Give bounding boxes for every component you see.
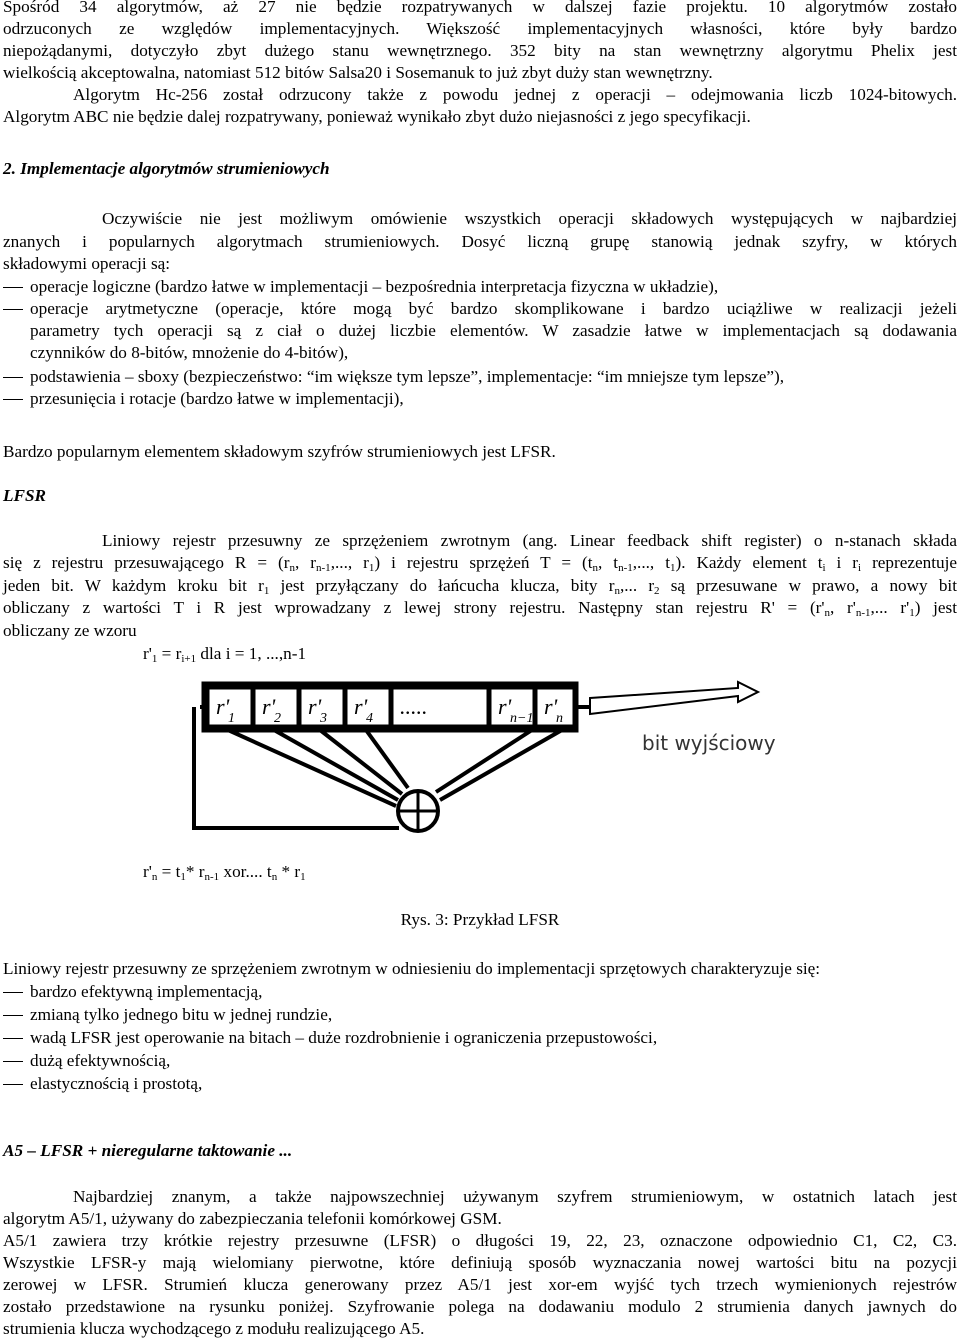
text-line: algorytm A5/1, używany do zabezpieczania telefonii komórkowej GSM. [3,1209,502,1228]
list-item-cont: czynników do 8-bitów, mnożenie do 4-bitów), [30,343,349,362]
list-item: bardzo efektywną implementacją, [30,982,263,1001]
text-line: znanych i popularnych algorytmach strumieniowych. Dosyć liczną grupę stanowią jednak szyfry, w których [3,232,957,251]
text-line: odrzuconych ze względów implementacyjnych. Większość implementacyjnych własności, które były bardzo [3,19,957,38]
bullet-dash [3,992,23,993]
text-line: Algorytm ABC nie będzie dalej rozpatrywany, ponieważ wynikało zbyt dużo niejasności z jego specyfikacji. [3,107,751,126]
formula: $r'_n = t_1*$ $r_{n-1}$ xor.... $t_n * r_1$ [143,862,306,883]
bullet-dash [3,309,23,310]
text-line: Najbardziej znanym, a także najpowszechniej używanym szyfrem strumieniowym, w ostatnich latach jest [73,1187,957,1206]
list-item: elastycznością i prostotą, [30,1074,203,1093]
list-item: operacje logiczne (bardzo łatwe w implementacji – bezpośrednia interpretacja fizyczna w układzie), [30,277,719,296]
text-line: zerowej w LFSR. Strumień klucza generowany przez A5/1 jest xor-em wyjść tych trzech wymienionych rejestrów [3,1275,957,1294]
bullet-dash [3,1061,23,1062]
register-subscript: n−1 [510,711,534,726]
bullet-dash [3,1015,23,1016]
register-label: r' [308,694,322,719]
register-cells [208,688,574,726]
register-label: r' [354,694,368,719]
register-subscript: 4 [366,711,373,726]
list-item: zmianą tylko jednego bitu w jednej rundzie, [30,1005,333,1024]
text-line: jeden bit. W każdym kroku bit $r_1$ jest przyłączany do łańcucha klucza, bity $r_n$,... $r_2$ są przesuwane w prawo, a nowy bit [3,576,957,597]
output-arrow [590,682,758,714]
register-label: r' [544,694,558,719]
text-line: A5/1 zawiera trzy krótkie rejestry przesuwne (LFSR) o długości 19, 22, 23, oznaczone odpowiednio C1, C2, C3. [3,1231,957,1250]
text-line: wielkością akceptowalna, natomiast 512 bitów Salsa20 i Sosemanuk to już zbyt duży stan wewnętrzny. [3,63,713,82]
text-line: Wszystkie LFSR-y mają wielomiany pierwotne, które definiują sposób wyznaczania nowej wartości bitu na pozycji [3,1253,957,1272]
text-line: Liniowy rejestr przesuwny ze sprzężeniem zwrotnym (ang. Linear feedback shift register) o n-stanach składa [102,531,957,550]
register-subscript: n [556,711,563,726]
register-subscript: 2 [274,711,281,726]
formula: $r'_1 = r_{i+1}$ dla i = 1, ...,n-1 [143,644,307,665]
text-line: Spośród 34 algorytmów, aż 27 nie będzie rozpatrywanych w dalszej fazie projektu. 10 algorytmów zostało [3,0,957,16]
figure-caption: Rys. 3: Przykład LFSR [400,910,560,929]
list-item: podstawienia – sboxy (bezpieczeństwo: “im większe tym lepsze”, implementacje: “im mniejsze tym lepsze”), [30,367,785,386]
section-heading: A5 – LFSR + nieregularne taktowanie ... [3,1141,293,1160]
text-line: niepożądanymi, dotyczyło zbyt dużego stanu wewnętrznego. 352 bity na stan wewnętrzny algorytmu Phelix jest [3,41,957,60]
text-line: Bardzo popularnym elementem składowym szyfrów strumieniowych jest LFSR. [3,442,556,461]
list-item: dużą efektywnością, [30,1051,171,1070]
bullet-dash [3,1084,23,1085]
list-item: wadą LFSR jest operowanie na bitach – duże rozdrobnienie i ograniczenia przepustowości, [30,1028,658,1047]
register-label: ..... [400,694,428,719]
text-line: obliczany ze wzoru [3,621,137,640]
text-line: Oczywiście nie jest możliwym omówienie wszystkich operacji składowych występujących w najbardziej [102,209,957,228]
text-line: się z rejestru przesuwającego $R = (r_n$, $r_{n-1}$,..., $r_1$) i rejestru sprzężeń $T = (t_n$, $t_{n-1}$,..., $t_1$). Każdy element $t_i$ i $r_i$ reprezentuje [3,553,957,574]
register-label: r' [216,694,230,719]
section-heading: LFSR [3,486,46,505]
list-item: operacje arytmetyczne (operacje, które mogą być bardzo skomplikowane i bardzo uciążliwe w realizacji jeżeli [30,299,957,318]
text-line: Liniowy rejestr przesuwny ze sprzężeniem zwrotnym w odniesieniu do implementacji sprzętowych charakteryzuje się: [3,959,821,978]
register-label: r' [498,694,512,719]
register-label: r' [262,694,276,719]
text-line: strumienia klucza wychodzącego z modułu realizującego A5. [3,1319,425,1338]
text-line: obliczany z wartości T i R jest wprowadzany z lewej strony rejestru. Następny stan rejestru $R' = (r'_n$, $r'_{n-1}$,... $r'_1$) jest [3,598,958,619]
list-item: przesunięcia i rotacje (bardzo łatwe w implementacji), [30,389,404,408]
bullet-dash [3,377,23,378]
register-subscript: 3 [320,711,327,726]
output-label: bit wyjściowy [642,731,776,755]
text-line: składowymi operacji są: [3,254,171,273]
bullet-dash [3,399,23,400]
text-line: Algorytm Hc-256 został odrzucony także z powodu jednej z operacji – odejmowania liczb 1024-bitowych. [73,85,957,104]
bullet-dash [3,1038,23,1039]
lfsr-diagram [190,678,790,858]
bullet-dash [3,287,23,288]
section-heading: 2. Implementacje algorytmów strumieniowych [3,159,330,178]
register-subscript: 1 [228,711,235,726]
list-item-cont: parametry tych operacji są z ciał o dużej liczbie elementów. W zasadzie łatwe w implementacjach są dodawania [30,321,957,340]
text-line: zostało przedstawione na rysunku poniżej. Szyfrowanie polega na dodawaniu modulo 2 strumienia danych jawnych do [3,1297,957,1316]
